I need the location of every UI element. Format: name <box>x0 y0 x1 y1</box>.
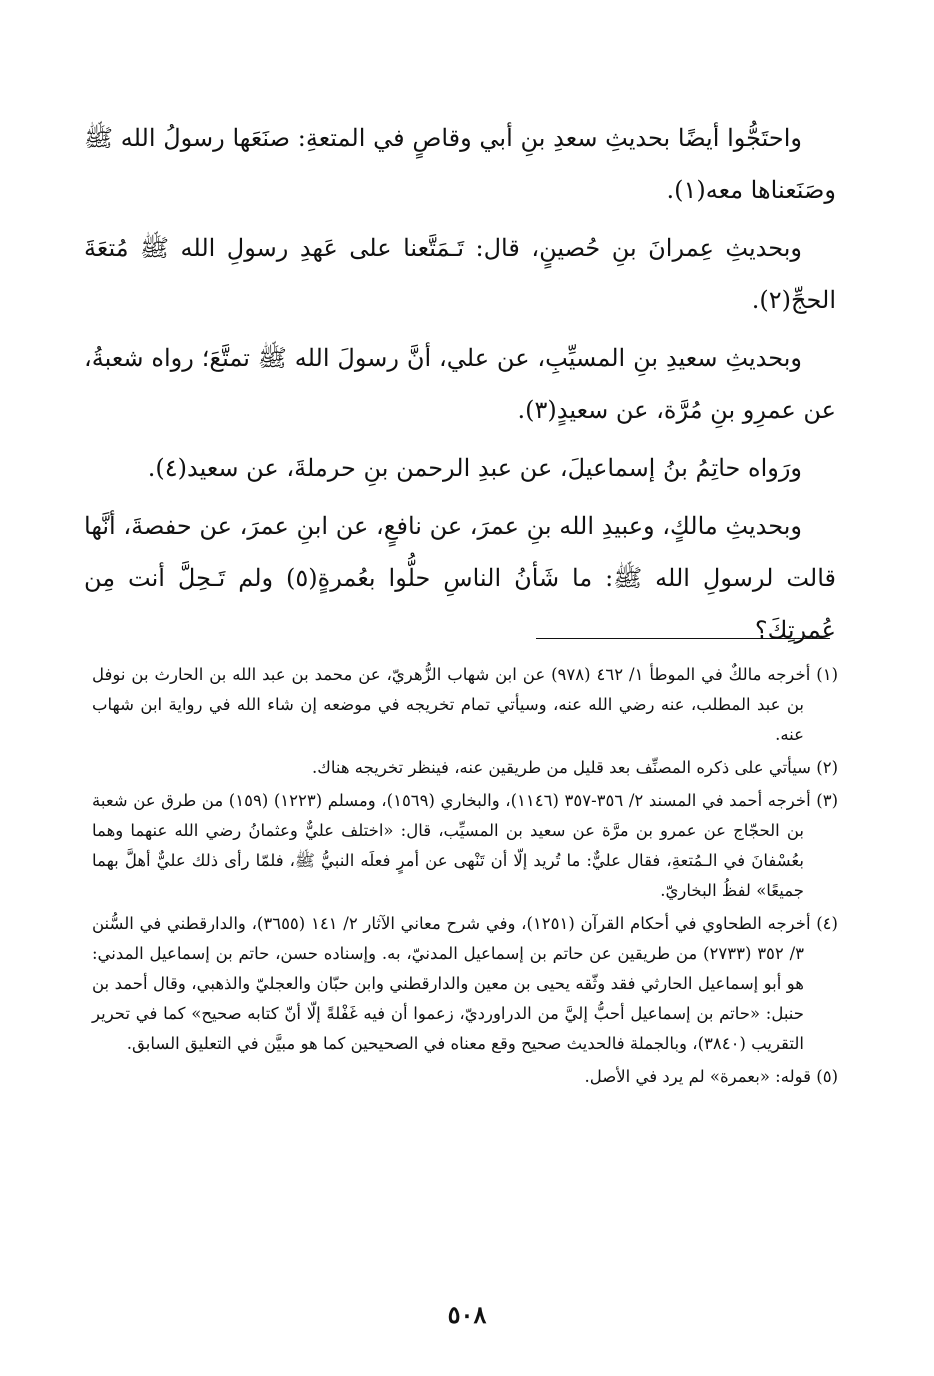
footnote: (٣) أخرجه أحمد في المسند ٢/ ٣٥٦-٣٥٧ (١١٤٦)، والبخاري (١٥٦٩)، ومسلم (١٢٢٣) (١٥٩) من طرق عن شعبة بن الحجّاج عن عمرو بن مرَّة عن سعيد بن المسيِّب، قال: «اختلف عليٌّ وعثمانُ رضي الله عنهما وهما بعُسْفانَ في الـمُتعةِ، فقال عليٌّ: ما تُريد إلّا أن تَنْهى عن أمرٍ فعلَه النبيُّ ﷺ، فلمّا رأى ذلك عليٌّ أهلَّ بهما جميعًا» لفظُ البخاريّ. <box>92 791 839 900</box>
paragraph: ورَواه حاتِمُ بنُ إسماعيلَ، عن عبدِ الرحمن بنِ حرملةَ، عن سعيد(٤). <box>147 454 802 482</box>
footnote: (٤) أخرجه الطحاوي في أحكام القرآن (١٢٥١)، وفي شرح معاني الآثار ٢/ ١٤١ (٣٦٥٥)، والدارقطني في السُّنن ٣/ ٣٥٢ (٢٧٣٣) من طريقين عن حاتم بن إسماعيل المدنيّ، به. وإسناده حسن، حاتم بن إسماعيل المدني: هو أبو إسماعيل الحارثي فقد وثّقه يحيى بن معين والدارقطني وابن حبّان والعجليّ والذهبي، وقال أحمد بن حنبل: «حاتم بن إسماعيل أحبُّ إليَّ من الدراورديّ، زعموا أن فيه غَفْلةً إلّا أنّ كتابه صحيح» كما في تحرير التقريب (٣٨٤٠)، وبالجملة فالحديث صحيح وقع معناه في الصحيحين كما هو مبيَّن في التعليق السابق. <box>92 914 838 1053</box>
footnote: (٥) قوله: «بعمرة» لم يرد في الأصل. <box>584 1067 838 1086</box>
footnote-separator <box>536 638 830 639</box>
paragraph: وبحديثِ سعيدِ بنِ المسيِّبِ، عن علي، أنَّ رسولَ الله ﷺ تمتَّعَ؛ رواه شعبةُ، عن عمرِو بنِ مُرَّة، عن سعيدٍ(٣). <box>84 344 836 424</box>
page-number: ٥٠٨ <box>447 1300 487 1329</box>
footnotes <box>92 660 838 1095</box>
footnote: (٢) سيأتي على ذكره المصنِّف بعد قليل من طريقين عنه، فينظر تخريجه هناك. <box>311 758 838 777</box>
paragraph: وبحديثِ مالكٍ، وعبيدِ الله بنِ عمرَ، عن نافعٍ، عن ابنِ عمرَ، عن حفصةَ، أنَّها قالت لرسولِ الله ﷺ: ما شَأنُ الناسِ حلُّوا بعُمرةٍ(٥) ولم تَـحِلَّ أنت مِن عُمرتِكَ؟ <box>84 512 836 644</box>
paragraph: واحتَجُّوا أيضًا بحديثِ سعدِ بنِ أبي وقاصٍ في المتعةِ: صنَعَها رسولُ الله ﷺ وصَنَعناها معه(١). <box>84 124 836 204</box>
footnote: (١) أخرجه مالكٌ في الموطأ ١/ ٤٦٢ (٩٧٨) عن ابن شهاب الزُّهريّ، عن محمد بن عبد الله بن الحارث بن نوفل بن عبد المطلب، عنه رضي الله عنه، وسيأتي تمام تخريجه في موضعه إن شاء الله في رواية ابن شهاب عنه. <box>92 665 838 744</box>
main-text <box>84 112 836 662</box>
paragraph: وبحديثِ عِمرانَ بنِ حُصينٍ، قال: تَـمَتَّعنا على عَهدِ رسولِ الله ﷺ مُتعَةَ الحجِّ(٢). <box>84 234 836 314</box>
